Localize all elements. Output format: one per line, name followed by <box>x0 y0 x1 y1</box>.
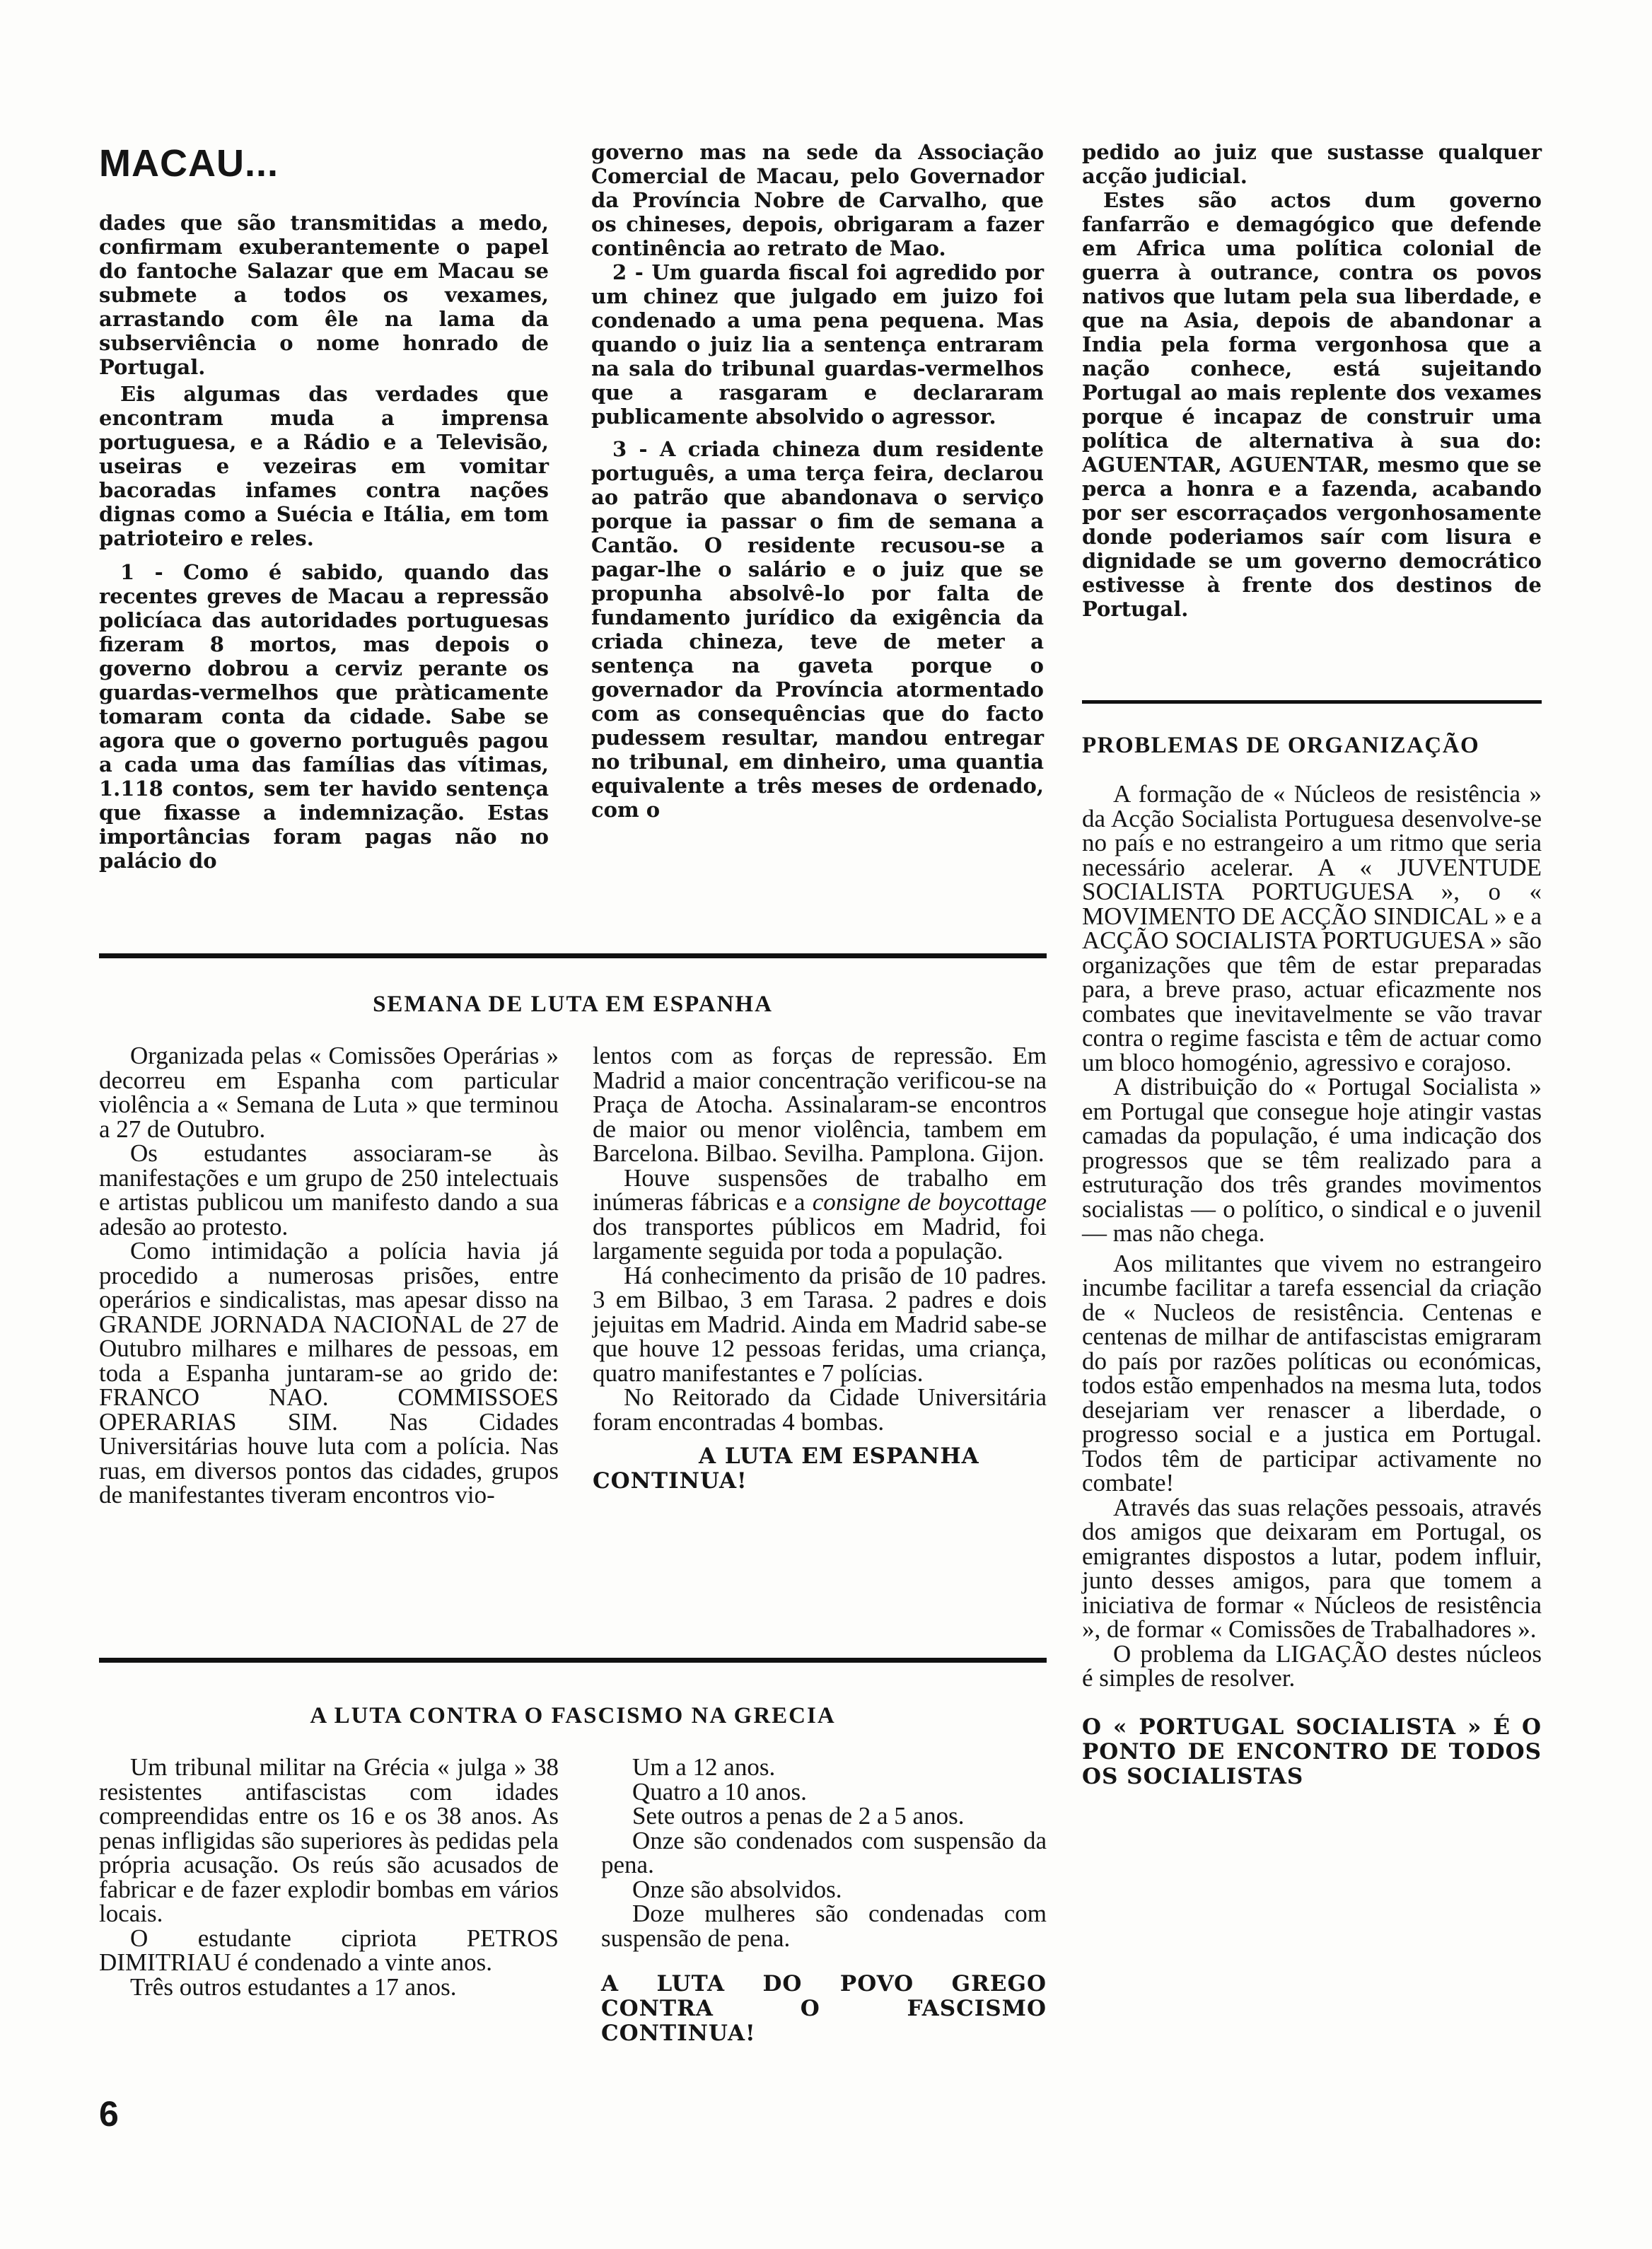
paragraph: No Reitorado da Cidade Universitária foram encontradas 4 bombas. <box>593 1383 1047 1436</box>
grecia-column-2 <box>601 1755 1047 2046</box>
paragraph: Um a 12 anos. <box>632 1753 776 1781</box>
section-divider <box>99 953 1047 958</box>
espanha-column-1 <box>99 1044 559 1508</box>
paragraph <box>593 1163 1047 1265</box>
paragraph: Como intimidação a polícia havia já procedido a numerosas prisões, entre operários e sindicalistas, mas apesar disso na GRANDE JORNADA NACIONAL de 27 de Outubro milhares e milhares de pessoas, em toda a Espanha juntaram-se ao grido de: FRANCO NAO. COMMISSOES OPERARIAS SIM. Nas Cidades Universitárias houve luta com a polícia. Nas ruas, em diversos pontos das cidades, grupos de manifestantes tiveram encontros vio- <box>99 1237 559 1509</box>
paragraph: pedido ao juiz que sustasse qualquer acção judicial. <box>1082 140 1542 188</box>
grecia-closing: A LUTA DO POVO GREGO CONTRA O FASCISMO CONTINUA! <box>601 1971 1047 2046</box>
grecia-column-1 <box>99 1755 559 1999</box>
espanha-closing: A LUTA EM ESPANHA CONTINUA! <box>593 1443 979 1494</box>
espanha-column-2 <box>593 1044 1047 1494</box>
page-number: 6 <box>99 2094 119 2134</box>
paragraph: O estudante cipriota PETROS DIMITRIAU é condenado a vinte anos. <box>99 1924 559 1976</box>
espanha-title: SEMANA DE LUTA EM ESPANHA <box>373 992 773 1017</box>
paragraph: Há conhecimento da prisão de 10 padres. 3 em Bilbao, 3 em Tarasa. 2 padres e dois jejuitas em Madrid. Ainda em Madrid sabe-se que houve 12 pessoas feridas, uma criança, quatro manifestantes e 7 polícias. <box>593 1261 1047 1387</box>
paragraph: governo mas na sede da Associação Comercial de Macau, pelo Governador da Província Nobre de Carvalho, que os chineses, depois, obrigaram a fazer continência ao retrato de Mao. <box>591 140 1044 260</box>
paragraph: Três outros estudantes a 17 anos. <box>130 1972 457 2001</box>
paragraph: Organizada pelas « Comissões Operárias » decorreu em Espanha com particular violência a « Semana de Luta » que terminou a 27 de Outubro. <box>99 1042 559 1143</box>
paragraph: Os estudantes associaram-se às manifestações e um grupo de 250 intelectuais e artistas publicou um manifesto dando a sua adesão ao protesto. <box>99 1139 559 1240</box>
macau-column-3 <box>1082 140 1542 621</box>
paragraph: Quatro a 10 anos. <box>632 1777 807 1806</box>
paragraph: Eis algumas das verdades que encontram muda a imprensa portuguesa, e a Rádio e a Televisão, useiras e vezeiras em vomitar bacoradas infames contra nações dignas como a Suécia e Itália, em tom patrioteiro e reles. <box>99 382 549 550</box>
paragraph: Estes são actos dum governo fanfarrão e demagógico que defende em Africa uma política colonial de guerra à outrance, contra os povos nativos que lutam pela sua liberdade, e que na Asia, depois de abandonar a India pela forma vergonhosa que a nação conhece, está sujeitando Portugal ao mais replente dos vexames porque é incapaz de construir uma política de alternativa à sua do: AGUENTAR, AGUENTAR, mesmo que se perca a honra e a fazenda, acabando por ser escorraçados vergonhosamente donde poderiamos saír com lisura e dignidade se um governo democrático estivesse à frente dos destinos de Portugal. <box>1082 188 1542 621</box>
italic-text: consigne de boycottage <box>812 1188 1047 1216</box>
paragraph: Doze mulheres são condenadas com suspensão de pena. <box>601 1900 1047 1952</box>
paragraph: Onze são absolvidos. <box>632 1875 842 1903</box>
paragraph: A distribuição do « Portugal Socialista » em Portugal que consegue hoje atingir vastas camadas da população, é uma indicação dos progressos que se têm realizado para a estruturação dos três grandes movimentos socialistas — o político, o sindical e o juvenil — mas não chega. <box>1082 1073 1542 1247</box>
paragraph: Aos militantes que vivem no estrangeiro incumbe facilitar a tarefa essencial da criação de « Nucleos de resistência. Centenas e centenas de milhar de antifascistas emigraram do país por razões políticas ou económicas, todos estão empenhados na mesma luta, todos desejariam ver renascer a liberdade, o progresso social e a justica em Portugal. Todos têm de participar activamente no combate! <box>1082 1249 1542 1497</box>
organizacao-title: PROBLEMAS DE ORGANIZAÇÃO <box>1082 733 1480 758</box>
paragraph: Através das suas relações pessoais, através dos amigos que deixaram em Portugal, os emigrantes dispostos a lutar, podem influir, junto desses amigos, para que tomem a iniciativa de formar « Núcleos de resistência », de formar « Comissões de Trabalhadores ». <box>1082 1493 1542 1643</box>
section-divider <box>99 1658 1047 1663</box>
paragraph: Onze são condenados com suspensão da pena. <box>601 1826 1047 1878</box>
grecia-title: A LUTA CONTRA O FASCISMO NA GRECIA <box>310 1703 836 1728</box>
paragraph: O problema da LIGAÇÃO destes núcleos é simples de resolver. <box>1082 1639 1542 1692</box>
text-run: Houve suspensões de trabalho em inúmeras fábricas e a <box>593 1163 1047 1216</box>
paragraph: lentos com as forças de repressão. Em Madrid a maior concentração verificou-se na Praça de Atocha. Assinalaram-se encontros de maior ou menor violência, tambem em Barcelona. Bilbao. Sevilha. Pamplona. Gijon. <box>593 1042 1047 1167</box>
paragraph: dades que são transmitidas a medo, confirmam exuberantemente o papel do fantoche Salazar que em Macau se submete a todos os vexames, arrastando com êle na lama da subserviência o nome honrado de Portugal. <box>99 211 549 379</box>
organizacao-closing: O « PORTUGAL SOCIALISTA » É O PONTO DE ENCONTRO DE TODOS OS SOCIALISTAS <box>1082 1714 1542 1789</box>
macau-column-2 <box>591 140 1044 822</box>
paragraph: 1 - Como é sabido, quando das recentes greves de Macau a repressão policíaca das autoridades portuguesas fizeram 8 mortos, mas depois o governo dobrou a cerviz perante os guardas-vermelhos que pràticamente tomaram conta da cidade. Sabe se agora que o governo português pagou a cada uma das famílias das vítimas, 1.118 contos, sem ter havido sentença que fixasse a indemnização. Estas importâncias foram pagas não no palácio do <box>99 560 549 873</box>
paragraph: 2 - Um guarda fiscal foi agredido por um chinez que julgado em juizo foi condenado a uma pena pequena. Mas quando o juiz lia a sentença entraram na sala do tribunal guardas-vermelhos que a rasgaram e declararam publicamente absolvido o agressor. <box>591 260 1044 429</box>
paragraph: Um tribunal militar na Grécia « julga » 38 resistentes antifascistas com idades compreendidas entre os 16 e os 38 anos. As penas infligidas são superiores às pedidas pela própria acusação. Os reús são acusados de fabricar e de fazer explodir bombas em vários locais. <box>99 1753 559 1927</box>
macau-column-1 <box>99 211 549 873</box>
paragraph: Sete outros a penas de 2 a 5 anos. <box>632 1802 965 1830</box>
macau-title: MACAU... <box>99 142 279 185</box>
paragraph: 3 - A criada chineza dum residente português, a uma terça feira, declarou ao patrão que abandonava o serviço porque ia passar o fim de semana a Cantão. O residente recusou-se a pagar-lhe o salário e o juiz que se propunha absolvê-lo por falta de fundamento jurídico da exigência da criada chineza, teve de meter a sentença na gaveta porque o governador da Província atormentado com as consequências que do facto pudessem resultar, mandou entregar no tribunal, em dinheiro, uma quantia equivalente a três meses de ordenado, com o <box>591 437 1044 822</box>
paragraph: A formação de « Núcleos de resistência » da Acção Socialista Portuguesa desenvolve-se no país e no estrangeiro a um ritmo que seria necessário acelerar. A « JUVENTUDE SOCIALISTA PORTUGUESA », o « MOVIMENTO DE ACÇÃO SINDICAL » e a ACÇÃO SOCIALISTA PORTUGUESA » são organizações que têm de estar preparadas para, a breve praso, actuar eficazmente nos combates que inevitavelmente se vão travar contra o regime fascista e têm de actuar como um bloco homogénio, agressivo e corajoso. <box>1082 780 1542 1076</box>
text-run: dos transportes públicos em Madrid, foi largamente seguida por toda a população. <box>593 1212 1047 1265</box>
organizacao-column <box>1082 782 1542 1789</box>
section-divider <box>1082 700 1542 704</box>
